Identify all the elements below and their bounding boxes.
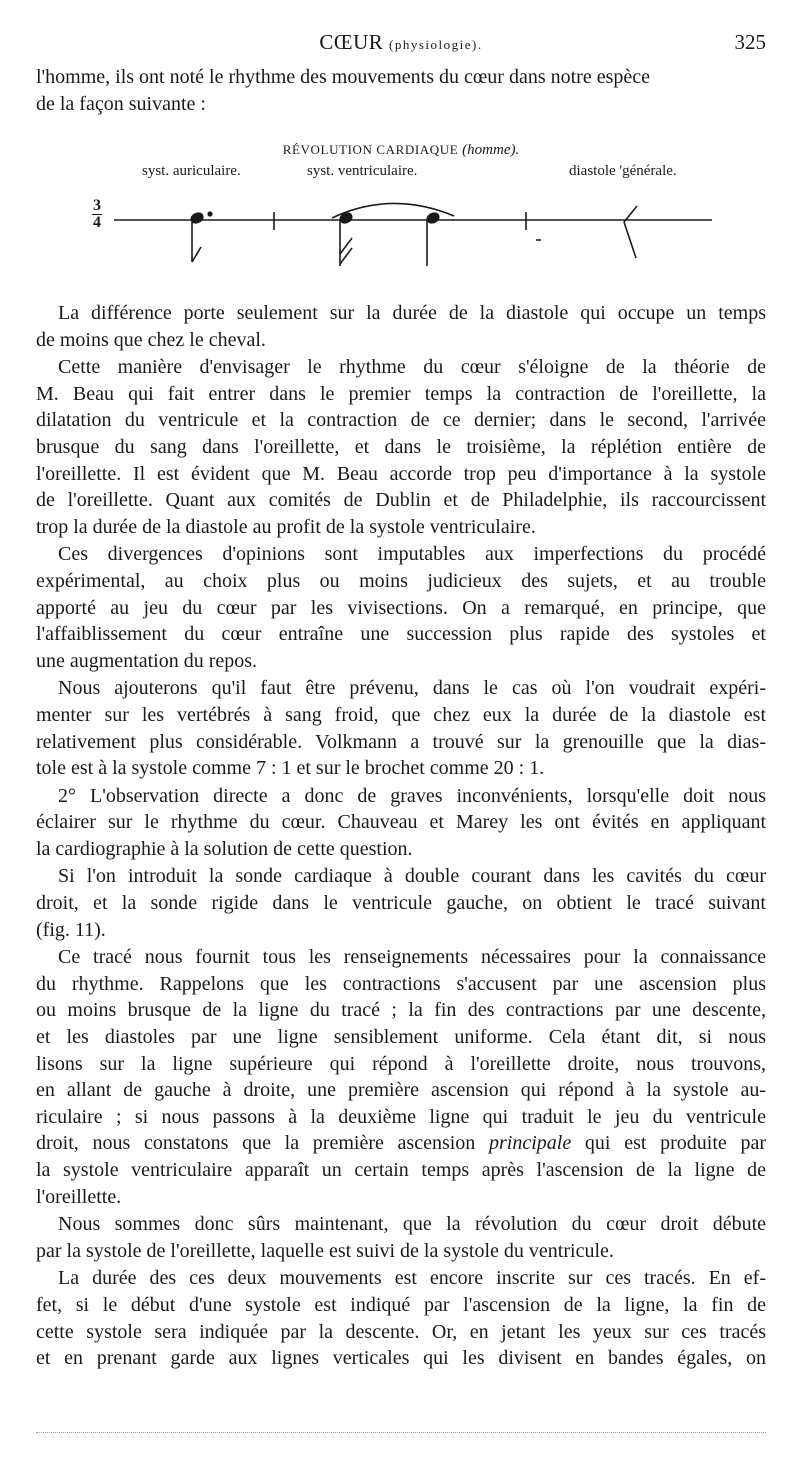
body-text xyxy=(36,300,766,1373)
text-line: l'affaiblissement du cœur entraîne une succession plus rapide des systoles et xyxy=(36,623,766,646)
time-signature-denominator: 4 xyxy=(93,214,101,231)
paragraph xyxy=(36,1265,766,1371)
text-line: 2° L'observation directe a donc de graves inconvénients, lorsqu'elle doit nous xyxy=(58,784,766,807)
text-line: Ces divergences d'opinions sont imputables aux imperfections du procédé xyxy=(58,543,766,566)
text-line: de l'oreillette. Quant aux comités de Dublin et de Philadelphie, ils raccourcissent xyxy=(36,489,766,512)
rhythm-notation-figure xyxy=(36,142,766,282)
intro-line: l'homme, ils ont noté le rhythme des mouvements du cœur dans notre espèce xyxy=(36,66,651,88)
text-line: l'oreillette. xyxy=(36,1185,122,1208)
paragraph xyxy=(36,300,766,353)
bottom-rule xyxy=(36,1432,766,1433)
note-ventricular-1 xyxy=(339,211,354,266)
text-line: (fig. 11). xyxy=(36,918,106,941)
text-line: l'oreillette. Il est évident que M. Beau accorde trop peu d'importance à la systole xyxy=(36,462,766,485)
label-general-diastole: diastole 'générale. xyxy=(569,163,677,179)
emphasis: principale xyxy=(489,1132,572,1155)
text-line: Si l'on introduit la sonde cardiaque à double courant dans les cavités du cœur xyxy=(58,865,766,888)
text-line: Nous ajouterons qu'il faut être prévenu, dans le cas où l'on voudrait expéri- xyxy=(58,677,766,700)
text-line: éclairer sur le rhythme du cœur. Chauveau et Marey les ont évités en appliquant xyxy=(36,811,766,834)
note-auricular xyxy=(190,211,212,262)
text-line: et les diastoles par une ligne sensiblement uniforme. Cela étant dit, si nous xyxy=(36,1026,766,1049)
label-auricular-systole: syst. auriculaire. xyxy=(142,163,241,179)
text-line: droit, et la sonde rigide dans le ventricule gauche, on obtient le tracé suivant xyxy=(36,892,766,915)
header-title: CŒUR xyxy=(319,30,384,54)
text-line: et en prenant garde aux lignes verticales qui les divisent en bandes égales, on xyxy=(36,1347,766,1370)
paragraph xyxy=(36,675,766,781)
text-line: de moins que chez le cheval. xyxy=(36,328,266,351)
text-line: tole est à la systole comme 7 : 1 et sur le brochet comme 20 : 1. xyxy=(36,757,545,780)
text-line: Nous sommes donc sûrs maintenant, que la révolution du cœur droit débute xyxy=(58,1213,766,1236)
text-line: fet, si le début d'une systole est indiqué par l'ascension de la ligne, la fin de xyxy=(36,1293,766,1316)
running-header xyxy=(36,30,766,58)
page-number: 325 xyxy=(734,30,766,54)
text-line: Cette manière d'envisager le rhythme du cœur s'éloigne de la théorie de xyxy=(58,356,766,379)
figure-title-italic: (homme). xyxy=(462,142,520,158)
text-line: cette systole sera indiquée par la descente. Or, en jetant les yeux sur ces tracés xyxy=(36,1320,766,1343)
text-line: trop la durée de la diastole au profit de la systole ventriculaire. xyxy=(36,515,536,538)
paragraph xyxy=(36,1211,766,1264)
label-ventricular-systole: syst. ventriculaire. xyxy=(307,163,418,179)
text-line: Ce tracé nous fournit tous les renseignements nécessaires pour la connaissance xyxy=(58,946,766,969)
paragraph xyxy=(36,863,766,943)
text-line: apporté au jeu du cœur par les vivisections. On a remarqué, en principe, que xyxy=(36,596,766,619)
text-line: La différence porte seulement sur la durée de la diastole qui occupe un temps xyxy=(58,302,766,324)
text-line: brusque du sang dans l'oreillette, et dans le troisième, la réplétion entière de xyxy=(36,435,766,458)
text-line: relativement plus considérable. Volkmann a trouvé sur la grenouille que la dias- xyxy=(36,730,766,753)
running-title xyxy=(36,30,766,55)
text-line: du rhythme. Rappelons que les contractions s'accusent par une ascension plus xyxy=(36,972,766,995)
text-line: dilatation du ventricule et la contraction de ce dernier; dans le second, l'arrivée xyxy=(36,409,766,432)
musical-staff xyxy=(36,142,766,282)
text-line: droit, nous constatons que la première ascension principale qui est produite par xyxy=(36,1132,766,1155)
paragraph xyxy=(36,541,766,674)
text-line: lisons sur la ligne supérieure qui répond à l'oreillette droite, nous trouvons, xyxy=(36,1052,766,1075)
text-line: M. Beau qui fait entrer dans le premier temps la contraction de l'oreillette, la xyxy=(36,382,766,405)
text-line: menter sur les vertébrés à sang froid, que chez eux la durée de la diastole est xyxy=(36,703,766,726)
paragraph xyxy=(36,944,766,1210)
text-line: expérimental, au choix plus ou moins judicieux des sujets, et au trouble xyxy=(36,569,766,592)
text-line: en allant de gauche à droite, une première ascension qui répond à la systole au- xyxy=(36,1079,766,1102)
text-line: riculaire ; si nous passons à la deuxième ligne qui traduit le jeu du ventricule xyxy=(36,1105,766,1128)
text-line: la cardiographie à la solution de cette question. xyxy=(36,837,413,860)
text-line: par la systole de l'oreillette, laquelle est suivi de la systole du ventricule. xyxy=(36,1239,614,1262)
text-line: ou moins brusque de la ligne du tracé ; la fin des contractions par une descente, xyxy=(36,999,766,1022)
header-subtitle: (physiologie). xyxy=(389,37,483,52)
text-line: une augmentation du repos. xyxy=(36,649,258,672)
paragraph xyxy=(36,354,766,540)
intro-text xyxy=(36,64,766,118)
figure-title-text: RÉVOLUTION CARDIAQUE xyxy=(282,142,459,157)
paragraph xyxy=(36,783,766,863)
time-signature-numerator: 3 xyxy=(93,197,101,214)
note-ventricular-2 xyxy=(426,211,441,266)
intro-line: de la façon suivante : xyxy=(36,93,206,115)
rest-diastole xyxy=(624,206,637,258)
text-line: La durée des ces deux mouvements est encore inscrite sur ces tracés. En ef- xyxy=(58,1267,766,1290)
text-line: la systole ventriculaire apparaît un certain temps après l'ascension de la ligne de xyxy=(36,1159,766,1181)
